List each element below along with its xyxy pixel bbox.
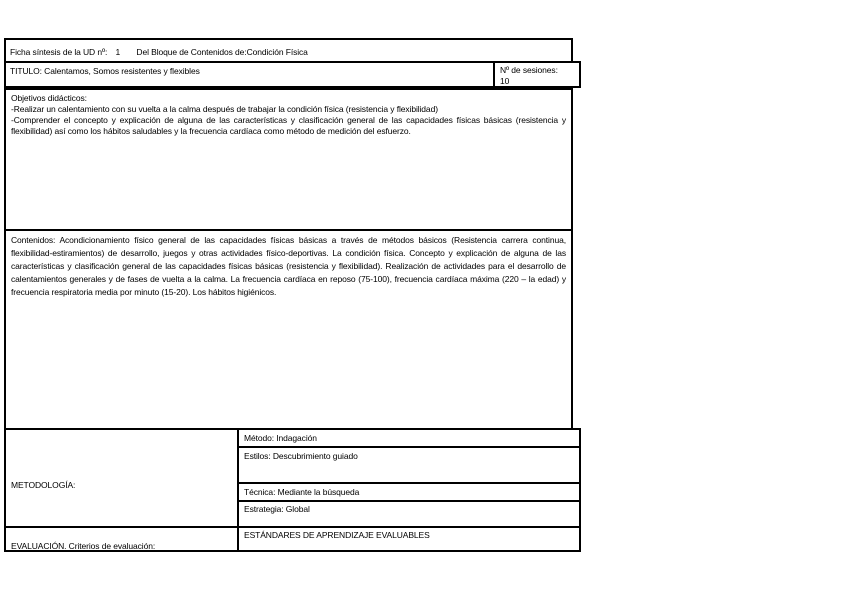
estandares-text: ESTÁNDARES DE APRENDIZAJE EVALUABLES xyxy=(244,530,430,540)
tecnica-cell xyxy=(237,482,581,502)
contenidos-text: Acondicionamiento físico general de las capacidades físicas básicas a través de métodos básicos (Resistencia carrera continua, flexibilidad-estiramientos) de desarrollo, juegos y otras actividades físico-deportivas. La condición física. Concepto y explicación de alguna de las características y clasificación general de las capacidades físicas básicas (resistencia y flexibilidad). Realización de actividades para el desarrollo de calentamientos generales y de fases de vuelta a la calma. La frecuencia cardíaca en reposo (75-100), frecuencia cardíaca máxima (220 – la edad) y frecuencia respiratoria media por minuto (15-20). Los hábitos higiénicos. xyxy=(11,235,566,297)
ud-number: 1 xyxy=(115,47,121,57)
titulo-label: TITULO: xyxy=(10,66,42,76)
sesiones-value: 10 xyxy=(500,76,510,86)
sesiones-label: Nº de sesiones: xyxy=(500,65,558,75)
metodologia-label-cell xyxy=(4,428,239,528)
estandares-cell xyxy=(237,526,581,552)
estrategia-cell xyxy=(237,500,581,528)
tecnica-text: Técnica: Mediante la búsqueda xyxy=(244,487,360,497)
objetivos-label: Objetivos didácticos: xyxy=(11,93,87,103)
bloque-value: Condición Física xyxy=(246,47,308,57)
metodologia-label: METODOLOGÍA: xyxy=(11,480,76,490)
objetivos-section xyxy=(4,88,573,231)
metodo-text: Método: Indagación xyxy=(244,433,317,443)
estilos-cell xyxy=(237,446,581,484)
contenidos-label: Contenidos: xyxy=(11,235,56,245)
sesiones-cell xyxy=(493,61,581,88)
titulo-value: Calentamos, Somos resistentes y flexibles xyxy=(44,66,200,76)
evaluacion-label: EVALUACIÓN. Criterios de evaluación: xyxy=(11,541,156,551)
contenidos-section xyxy=(4,229,573,430)
metodo-cell xyxy=(237,428,581,448)
estilos-text: Estilos: Descubrimiento guiado xyxy=(244,451,358,461)
evaluacion-label-cell xyxy=(4,526,239,552)
objetivo-item: -Comprender el concepto y explicación de alguna de las características y clasificación general de las capacidades físicas básicas (resistencia y flexibilidad) así como los hábitos saludables y la frecuencia cardíaca como método de medición del esfuerzo. xyxy=(11,115,566,136)
estrategia-text: Estrategia: Global xyxy=(244,504,310,514)
ficha-label: Ficha síntesis de la UD nº: xyxy=(10,47,108,57)
header-row xyxy=(4,38,573,63)
objetivo-item: -Realizar un calentamiento con su vuelta a la calma después de trabajar la condición física (resistencia y flexibilidad) xyxy=(11,104,438,114)
bloque-label: Del Bloque de Contenidos de: xyxy=(136,47,247,57)
titulo-cell xyxy=(4,61,495,88)
